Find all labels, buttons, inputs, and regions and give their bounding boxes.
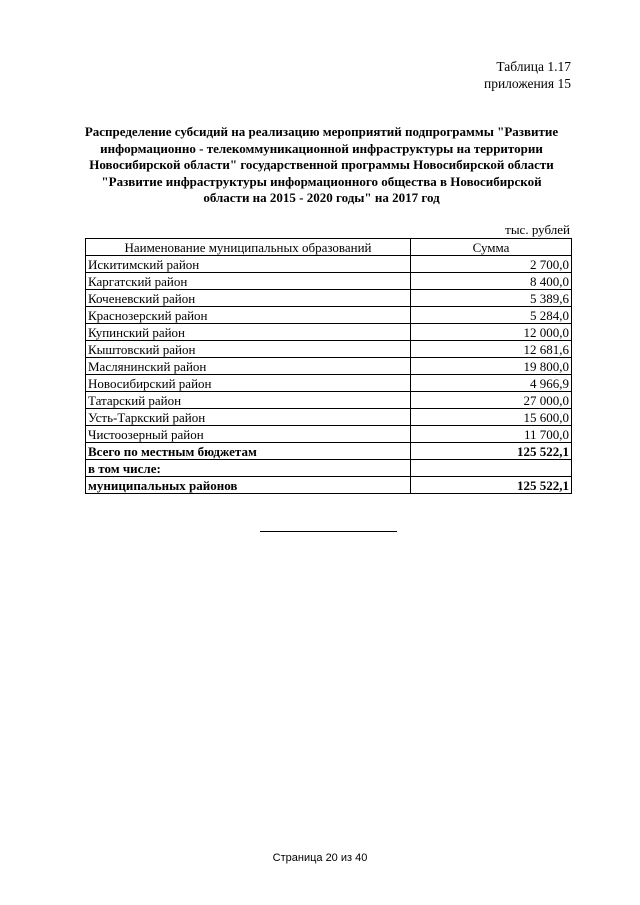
document-title xyxy=(70,124,573,207)
table-row xyxy=(86,307,572,324)
row-sum: 27 000,0 xyxy=(411,392,572,409)
row-name: Чистоозерный район xyxy=(86,426,411,443)
table-row xyxy=(86,341,572,358)
row-name: Татарский район xyxy=(86,392,411,409)
row-name: Маслянинский район xyxy=(86,358,411,375)
table-row xyxy=(86,273,572,290)
units-label: тыс. рублей xyxy=(505,222,570,237)
row-sum: 15 600,0 xyxy=(411,409,572,426)
title-line: информационно - телекоммуникационной инфраструктуры на территории xyxy=(100,140,543,156)
row-sum: 2 700,0 xyxy=(411,256,572,273)
table-header-row xyxy=(86,239,572,256)
row-name: Купинский район xyxy=(86,324,411,341)
table-number: Таблица 1.17 xyxy=(496,59,571,74)
table-reference xyxy=(484,58,571,92)
row-sum: 5 389,6 xyxy=(411,290,572,307)
page-footer: Страница 20 из 40 xyxy=(272,852,368,864)
table-row xyxy=(86,375,572,392)
row-sum: 12 000,0 xyxy=(411,324,572,341)
row-name: Коченевский район xyxy=(86,290,411,307)
row-name: Кыштовский район xyxy=(86,341,411,358)
including-row xyxy=(86,460,572,477)
row-sum: 8 400,0 xyxy=(411,273,572,290)
table-row xyxy=(86,392,572,409)
header-sum: Сумма xyxy=(411,239,572,256)
table-row xyxy=(86,324,572,341)
total-row xyxy=(86,443,572,460)
table-row xyxy=(86,358,572,375)
appendix-number: приложения 15 xyxy=(483,76,571,91)
row-sum: 11 700,0 xyxy=(411,426,572,443)
including-sum xyxy=(411,460,572,477)
title-line: области на 2015 - 2020 годы" на 2017 год xyxy=(203,190,440,205)
row-name: Усть-Таркский район xyxy=(86,409,411,426)
subsidies-table xyxy=(85,238,572,494)
row-sum: 12 681,6 xyxy=(411,341,572,358)
row-sum: 4 966,9 xyxy=(411,375,572,392)
municipal-sum: 125 522,1 xyxy=(411,477,572,494)
row-sum: 5 284,0 xyxy=(411,307,572,324)
header-name: Наименование муниципальных образований xyxy=(86,239,411,256)
total-sum: 125 522,1 xyxy=(411,443,572,460)
separator-line xyxy=(260,531,397,532)
row-name: Каргатский район xyxy=(86,273,411,290)
table-row xyxy=(86,290,572,307)
row-sum: 19 800,0 xyxy=(411,358,572,375)
table-row xyxy=(86,409,572,426)
title-line: "Развитие инфраструктуры информационного общества в Новосибирской xyxy=(101,173,542,189)
including-label: в том числе: xyxy=(86,460,411,477)
row-name: Искитимский район xyxy=(86,256,411,273)
table-row xyxy=(86,426,572,443)
table-row xyxy=(86,256,572,273)
total-label: Всего по местным бюджетам xyxy=(86,443,411,460)
municipal-label: муниципальных районов xyxy=(86,477,411,494)
municipal-row xyxy=(86,477,572,494)
title-line: Распределение субсидий на реализацию мероприятий подпрограммы "Развитие xyxy=(84,124,559,139)
title-line: Новосибирской области" государственной программы Новосибирской области xyxy=(89,157,554,172)
row-name: Краснозерский район xyxy=(86,307,411,324)
row-name: Новосибирский район xyxy=(86,375,411,392)
